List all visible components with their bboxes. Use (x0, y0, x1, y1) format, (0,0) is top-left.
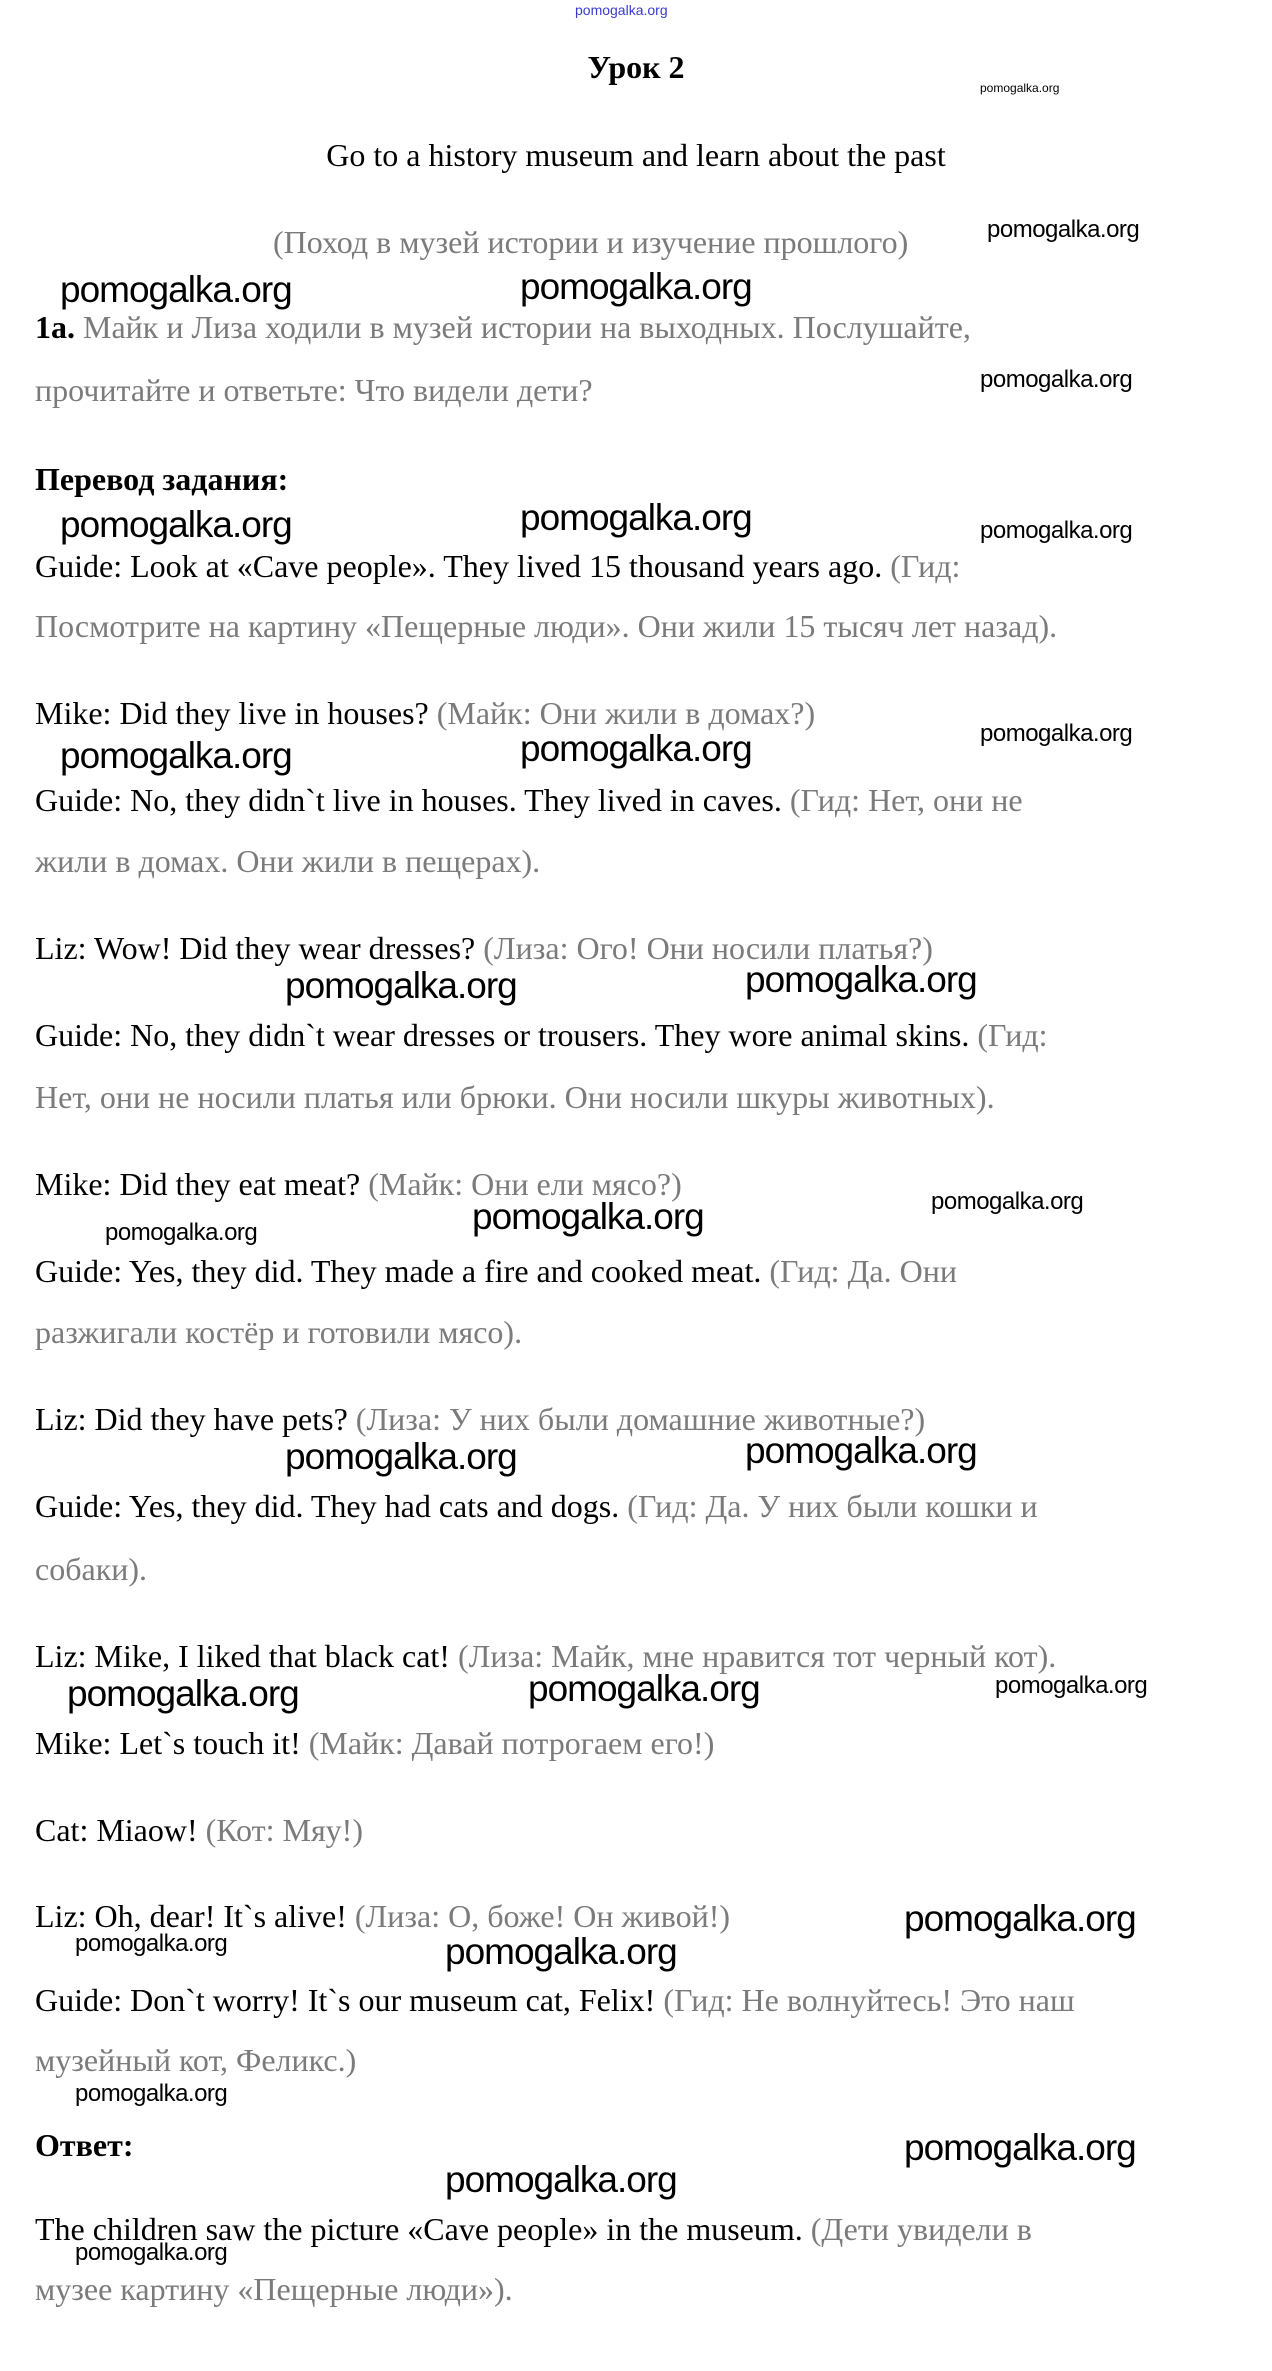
dialogue-line (35, 1015, 1048, 1055)
dialogue-line (35, 1164, 682, 1204)
watermark: pomogalka.org (520, 497, 752, 538)
dialogue-line (35, 546, 960, 586)
english-text: Guide: No, they didn`t live in houses. They lived in caves. (35, 782, 782, 818)
russian-text: (Лиза: Ого! Они носили платья?) (475, 930, 933, 966)
english-text: Liz: Oh, dear! It`s alive! (35, 1898, 347, 1934)
russian-text: музее картину «Пещерные люди»). (35, 2271, 513, 2307)
russian-text: (Гид: (969, 1017, 1048, 1053)
watermark: pomogalka.org (987, 216, 1140, 243)
russian-text: жили в домах. Они жили в пещерах). (35, 843, 541, 879)
dialogue-line (35, 1896, 730, 1936)
watermark: pomogalka.org (995, 1672, 1148, 1699)
english-text: Mike: Did they live in houses? (35, 695, 429, 731)
english-text: Liz: Mike, I liked that black cat! (35, 1638, 450, 1674)
watermark: pomogalka.org (745, 1430, 977, 1471)
answer-line (35, 2209, 1032, 2249)
russian-text: (Кот: Мяу!) (197, 1812, 363, 1848)
english-text: Liz: Did they have pets? (35, 1401, 348, 1437)
dialogue-line (35, 1810, 363, 1850)
russian-text: (Гид: Нет, они не (781, 782, 1023, 818)
task-number: 1a. (35, 309, 75, 345)
watermark: pomogalka.org (931, 1188, 1084, 1215)
watermark: pomogalka.org (575, 2, 668, 18)
watermark: pomogalka.org (60, 269, 292, 310)
watermark: pomogalka.org (980, 517, 1133, 544)
watermark: pomogalka.org (445, 1931, 677, 1972)
watermark: pomogalka.org (75, 2080, 228, 2107)
russian-text: музейный кот, Феликс.) (35, 2042, 357, 2078)
russian-text: (Лиза: О, боже! Он живой!) (346, 1898, 731, 1934)
watermark: pomogalka.org (472, 1196, 704, 1237)
dialogue-line (35, 928, 933, 968)
russian-text: (Гид: Да. Они (761, 1253, 957, 1289)
task-line: прочитайте и ответьте: Что видели дети? (35, 372, 593, 408)
watermark: pomogalka.org (75, 1930, 228, 1957)
english-text: Cat: Miaow! (35, 1812, 198, 1848)
english-text: Guide: Don`t worry! It`s our museum cat, Felix! (35, 1982, 656, 2018)
dialogue-line (35, 1723, 714, 1763)
english-text: Liz: Wow! Did they wear dresses? (35, 930, 476, 966)
watermark: pomogalka.org (105, 1219, 258, 1246)
page-title: Урок 2 (587, 49, 685, 85)
watermark: pomogalka.org (60, 735, 292, 776)
russian-text: (Гид: Не волнуйтесь! Это наш (655, 1982, 1075, 2018)
english-text: Guide: No, they didn`t wear dresses or trousers. They wore animal skins. (35, 1017, 970, 1053)
dialogue-line (35, 1636, 1056, 1676)
task-line: Майк и Лиза ходили в музей истории на выходных. Послушайте, (83, 309, 971, 345)
dialogue-line (35, 1399, 925, 1439)
russian-text: собаки). (35, 1551, 148, 1587)
watermark: pomogalka.org (980, 720, 1133, 747)
russian-text: (Майк: Они жили в домах?) (428, 695, 816, 731)
translation-heading: Перевод задания: (35, 461, 289, 497)
dialogue-line (35, 1486, 1038, 1526)
lesson-subtitle: Go to a history museum and learn about the past (326, 137, 946, 173)
russian-text: (Майк: Давай потрогаем его!) (300, 1725, 715, 1761)
english-text: Guide: Look at «Cave people». They lived 15 thousand years ago. (35, 548, 883, 584)
watermark: pomogalka.org (980, 81, 1060, 95)
watermark: pomogalka.org (528, 1668, 760, 1709)
watermark: pomogalka.org (445, 2159, 677, 2200)
watermark: pomogalka.org (904, 2127, 1136, 2168)
watermark: pomogalka.org (285, 965, 517, 1006)
english-text: Guide: Yes, they did. They had cats and dogs. (35, 1488, 620, 1524)
russian-text: (Лиза: Майк, мне нравится тот черный кот). (449, 1638, 1057, 1674)
dialogue-line (35, 1251, 957, 1291)
russian-text: (Гид: Да. У них были кошки и (619, 1488, 1038, 1524)
russian-text: (Майк: Они ели мясо?) (360, 1166, 682, 1202)
lesson-subtitle-translation: (Поход в музей истории и изучение прошлого) (273, 224, 909, 260)
watermark: pomogalka.org (520, 728, 752, 769)
english-text: Mike: Did they eat meat? (35, 1166, 361, 1202)
dialogue-line (35, 693, 815, 733)
watermark: pomogalka.org (520, 266, 752, 307)
russian-text: (Дети увидели в (802, 2211, 1032, 2247)
english-text: The children saw the picture «Cave people» in the museum. (35, 2211, 803, 2247)
russian-text: Нет, они не носили платья или брюки. Они носили шкуры животных). (35, 1079, 995, 1115)
watermark: pomogalka.org (60, 504, 292, 545)
english-text: Mike: Let`s touch it! (35, 1725, 301, 1761)
dialogue-line (35, 780, 1023, 820)
task-text (35, 307, 971, 347)
watermark: pomogalka.org (285, 1436, 517, 1477)
watermark: pomogalka.org (904, 1898, 1136, 1939)
watermark: pomogalka.org (75, 2239, 228, 2266)
dialogue-line (35, 1980, 1075, 2020)
russian-text: (Гид: (882, 548, 961, 584)
russian-text: (Лиза: У них были домашние животные?) (347, 1401, 926, 1437)
english-text: Guide: Yes, they did. They made a fire and cooked meat. (35, 1253, 762, 1289)
watermark: pomogalka.org (980, 366, 1133, 393)
watermark: pomogalka.org (67, 1673, 299, 1714)
watermark: pomogalka.org (745, 959, 977, 1000)
russian-text: Посмотрите на картину «Пещерные люди». Они жили 15 тысяч лет назад). (35, 608, 1058, 644)
russian-text: разжигали костёр и готовили мясо). (35, 1314, 523, 1350)
answer-heading: Ответ: (35, 2127, 134, 2163)
